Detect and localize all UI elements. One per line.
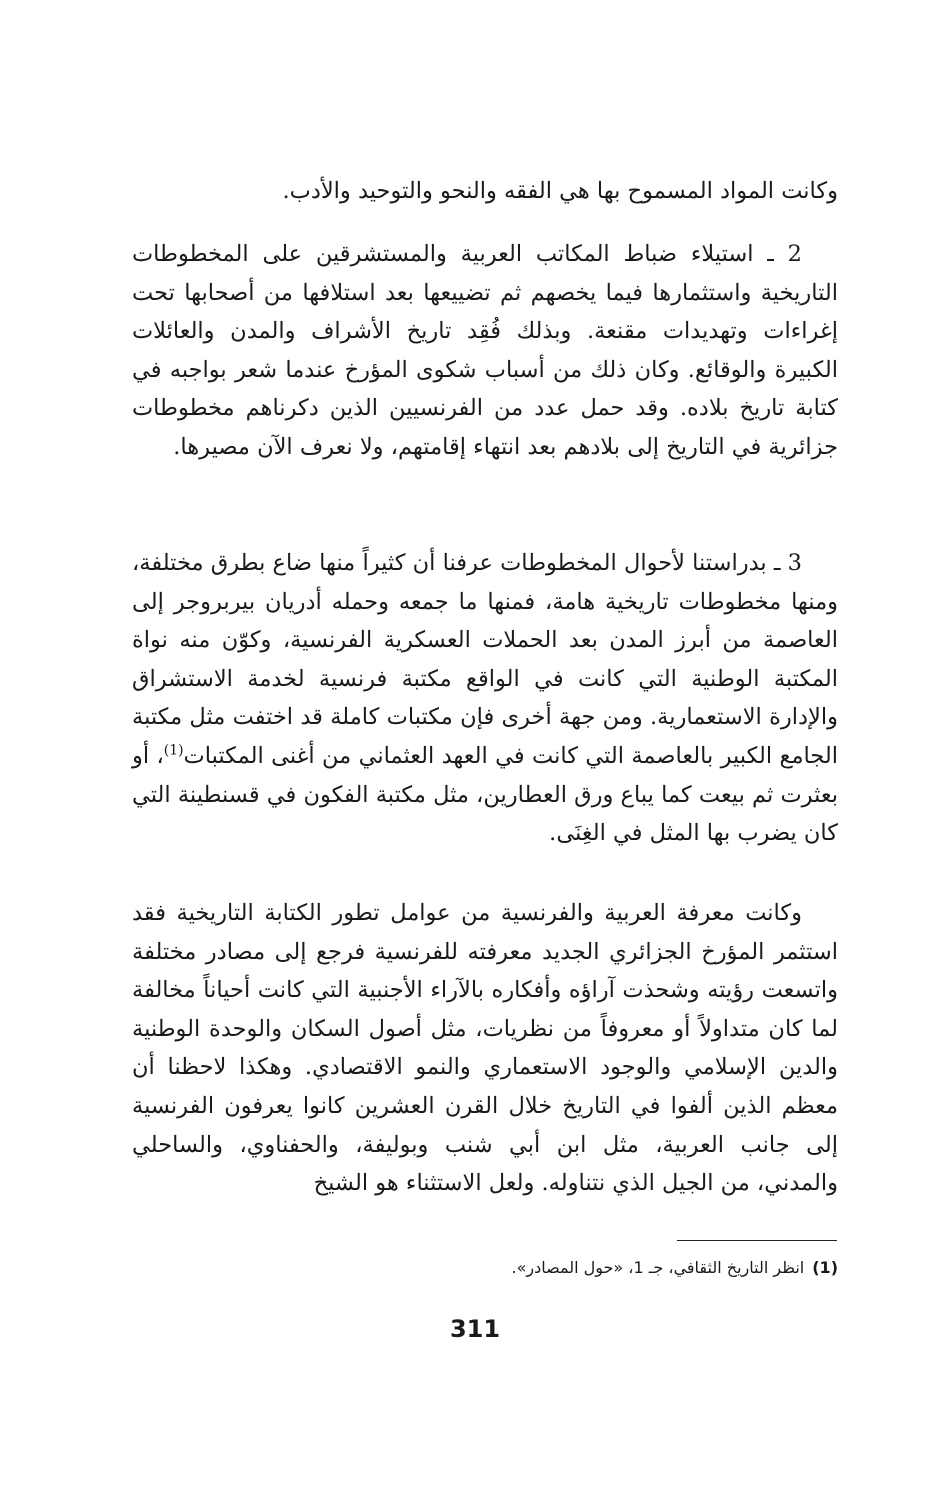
paragraph-3 (132, 544, 838, 853)
footnote-reference-mark: (1) (163, 742, 184, 759)
paragraph-3-text (132, 544, 838, 853)
intro-line (132, 172, 838, 211)
footnote-text: انظر التاريخ الثقافي، جـ 1، «حول المصادر». (511, 1258, 805, 1277)
paragraph-4 (132, 894, 838, 1203)
paragraph-2 (132, 235, 838, 467)
footnote (132, 1256, 838, 1280)
paragraph-2-text: 2 ـ استيلاء ضباط المكاتب العربية والمستشرقين على المخطوطات التاريخية واستثمارها فيما يخصهم ثم تضييعها بعد استلافها من أصحابها تحت إغراءات وتهديدات مقنعة. وبذلك فُقِد تاريخ الأشراف والمدن والعائلات الكبيرة والوقائع. وكان ذلك من أسباب شكوى المؤرخ عندما شعر بواجبه في كتابة تاريخ بلاده. وقد حمل عدد من الفرنسيين الذين دكرناهم مخطوطات جزائرية في التاريخ إلى بلادهم بعد انتهاء إقامتهم، ولا نعرف الآن مصيرها. (132, 241, 838, 460)
page-number: 311 (449, 1315, 501, 1343)
paragraph-3-part2: ، أو بعثرت ثم بيعت كما يباع ورق العطارين، مثل مكتبة الفكون في قسنطينة التي كان يضرب بها المثل في الغِنَى. (132, 742, 838, 847)
paragraph-4-text: وكانت معرفة العربية والفرنسية من عوامل تطور الكتابة التاريخية فقد استثمر المؤرخ الجزائري الجديد معرفته للفرنسية فرجع إلى مصادر مختلفة واتسعت رؤيته وشحذت آراؤه وأفكاره بالآراء الأجنبية التي كانت أحياناً مخالفة لما كان متداولاً أو معروفاً من نظريات، مثل أصول السكان والوحدة الوطنية والدين الإسلامي والوجود الاستعماري والنمو الاقتصادي. وهكذا لاحظنا أن معظم الذين ألفوا في التاريخ خلال القرن العشرين كانوا يعرفون الفرنسية إلى جانب العربية، مثل ابن أبي شنب وبوليفة، والحفناوي، والساحلي والمدني، من الجيل الذي نتناوله. ولعل الاستثناء هو الشيخ (132, 900, 838, 1197)
footnote-divider (677, 1240, 837, 1241)
paragraph-3-part1: 3 ـ بدراستنا لأحوال المخطوطات عرفنا أن كثيراً منها ضاع بطرق مختلفة، ومنها مخطوطات تاريخية هامة، فمنها ما جمعه وحمله أدريان بيربروجر إلى العاصمة من أبرز المدن بعد الحملات العسكرية الفرنسية، وكوّن منه نواة المكتبة الوطنية التي كانت في الواقع مكتبة فرنسية لخدمة الاستشراق والإدارة الاستعمارية. ومن جهة أخرى فإن مكتبات كاملة قد اختفت مثل مكتبة الجامع الكبير بالعاصمة التي كانت في العهد العثماني من أغنى المكتبات (132, 550, 839, 769)
footnote-number: (1) (812, 1258, 838, 1277)
intro-line-text: وكانت المواد المسموح بها هي الفقه والنحو والتوحيد والأدب. (282, 178, 838, 204)
